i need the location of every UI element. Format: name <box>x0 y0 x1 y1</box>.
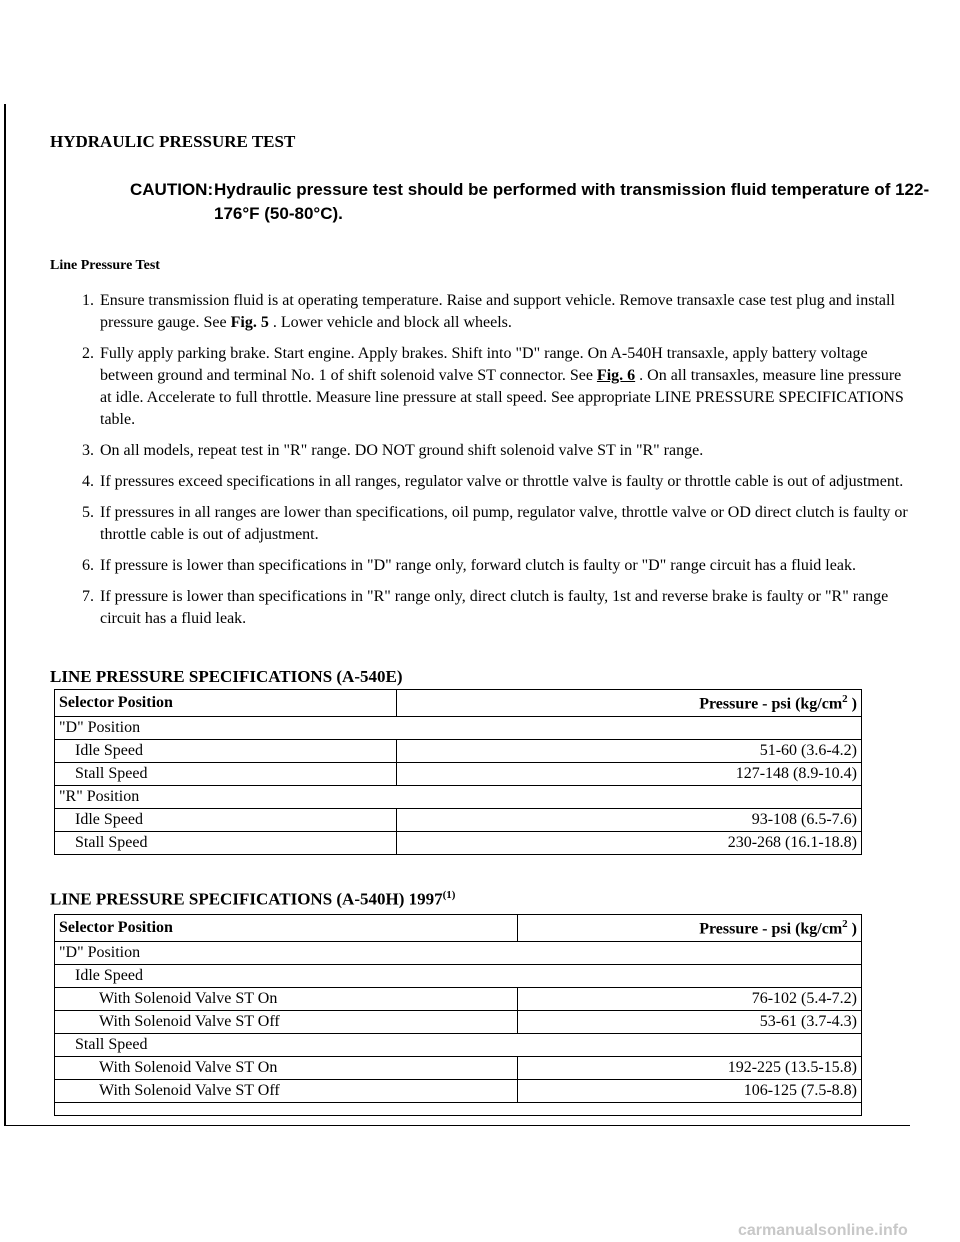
caution-note <box>130 178 934 226</box>
section-heading: HYDRAULIC PRESSURE TEST <box>50 132 296 151</box>
table-row: Idle Speed 51-60 (3.6-4.2) <box>55 740 862 763</box>
table1-title: LINE PRESSURE SPECIFICATIONS (A-540E) <box>50 667 403 686</box>
table-row: With Solenoid Valve ST Off 106-125 (7.5-8.8) <box>55 1080 862 1103</box>
table-row: Idle Speed 93-108 (6.5-7.6) <box>55 809 862 832</box>
caution-text: Hydraulic pressure test should be performed with transmission fluid temperature of 122-176°F (50-80°C). <box>214 180 930 223</box>
table2 <box>54 914 862 1116</box>
watermark: carmanualsonline.info <box>738 1222 908 1239</box>
table-row: "R" Position <box>55 786 862 809</box>
table1-col1: Selector Position <box>55 690 397 717</box>
table1-col2: Pressure - psi ($kg/cm^2$ ) <box>397 690 862 717</box>
table-row: "D" Position <box>55 942 862 965</box>
table1-header <box>55 690 862 717</box>
step-4: 4. If pressures exceed specifications in all ranges, regulator valve or throttle valve is faulty or throttle cable is out of adjustment. <box>82 473 904 490</box>
fig-6-link[interactable]: Fig. 6 <box>596 367 636 384</box>
table2-header <box>55 915 862 942</box>
step-3: 3. On all models, repeat test in "R" range. DO NOT ground shift solenoid valve ST in "R" range. <box>82 442 704 459</box>
step-1: 1. Ensure transmission fluid is at operating temperature. Raise and support vehicle. Remove transaxle case test plug and install pressure gauge. See Fig. 5 . Lower vehicle and block all wheels. <box>82 292 895 331</box>
step-5: 5. If pressures in all ranges are lower than specifications, oil pump, regulator valve, throttle valve or OD direct clutch is faulty or throttle cable is out of adjustment. <box>82 504 908 543</box>
table-row: Stall Speed 127-148 (8.9-10.4) <box>55 763 862 786</box>
subsection-heading: Line Pressure Test <box>50 258 160 273</box>
page-bottom-border <box>4 1125 910 1126</box>
table-row: "D" Position <box>55 717 862 740</box>
fig-5-reference: Fig. 5 <box>230 314 269 331</box>
table-row <box>55 1103 862 1116</box>
table-row: Stall Speed 230-268 (16.1-18.8) <box>55 832 862 855</box>
caution-label: CAUTION: <box>130 180 214 199</box>
step-6: 6. If pressure is lower than specifications in "D" range only, forward clutch is faulty or "D" range circuit has a fluid leak. <box>82 557 856 574</box>
table-row: With Solenoid Valve ST On 76-102 (5.4-7.2) <box>55 988 862 1011</box>
table1 <box>54 689 862 855</box>
table-row: With Solenoid Valve ST On 192-225 (13.5-15.8) <box>55 1057 862 1080</box>
procedure-steps <box>50 290 908 639</box>
table-row: Stall Speed <box>55 1034 862 1057</box>
table-row: With Solenoid Valve ST Off 53-61 (3.7-4.3) <box>55 1011 862 1034</box>
page-left-border <box>4 104 6 1126</box>
step-2: 2. Fully apply parking brake. Start engine. Apply brakes. Shift into "D" range. On A-540H transaxle, apply battery voltage between ground and terminal No. 1 of shift solenoid valve ST connector. See Fig. 6 . On all transaxles, measure line pressure at idle. Accelerate to full throttle. Measure line pressure at stall speed. See appropriate LINE PRESSURE SPECIFICATIONS table. <box>82 345 904 428</box>
table2-col1: Selector Position <box>55 915 518 942</box>
step-7: 7. If pressure is lower than specifications in "R" range only, direct clutch is faulty, 1st and reverse brake is faulty or "R" range circuit has a fluid leak. <box>82 588 889 627</box>
table-row: Idle Speed <box>55 965 862 988</box>
table2-title: LINE PRESSURE SPECIFICATIONS (A-540H) 1997$^{(1)}$ <box>50 889 456 909</box>
table2-col2: Pressure - psi ($kg/cm^2$ ) <box>518 915 862 942</box>
